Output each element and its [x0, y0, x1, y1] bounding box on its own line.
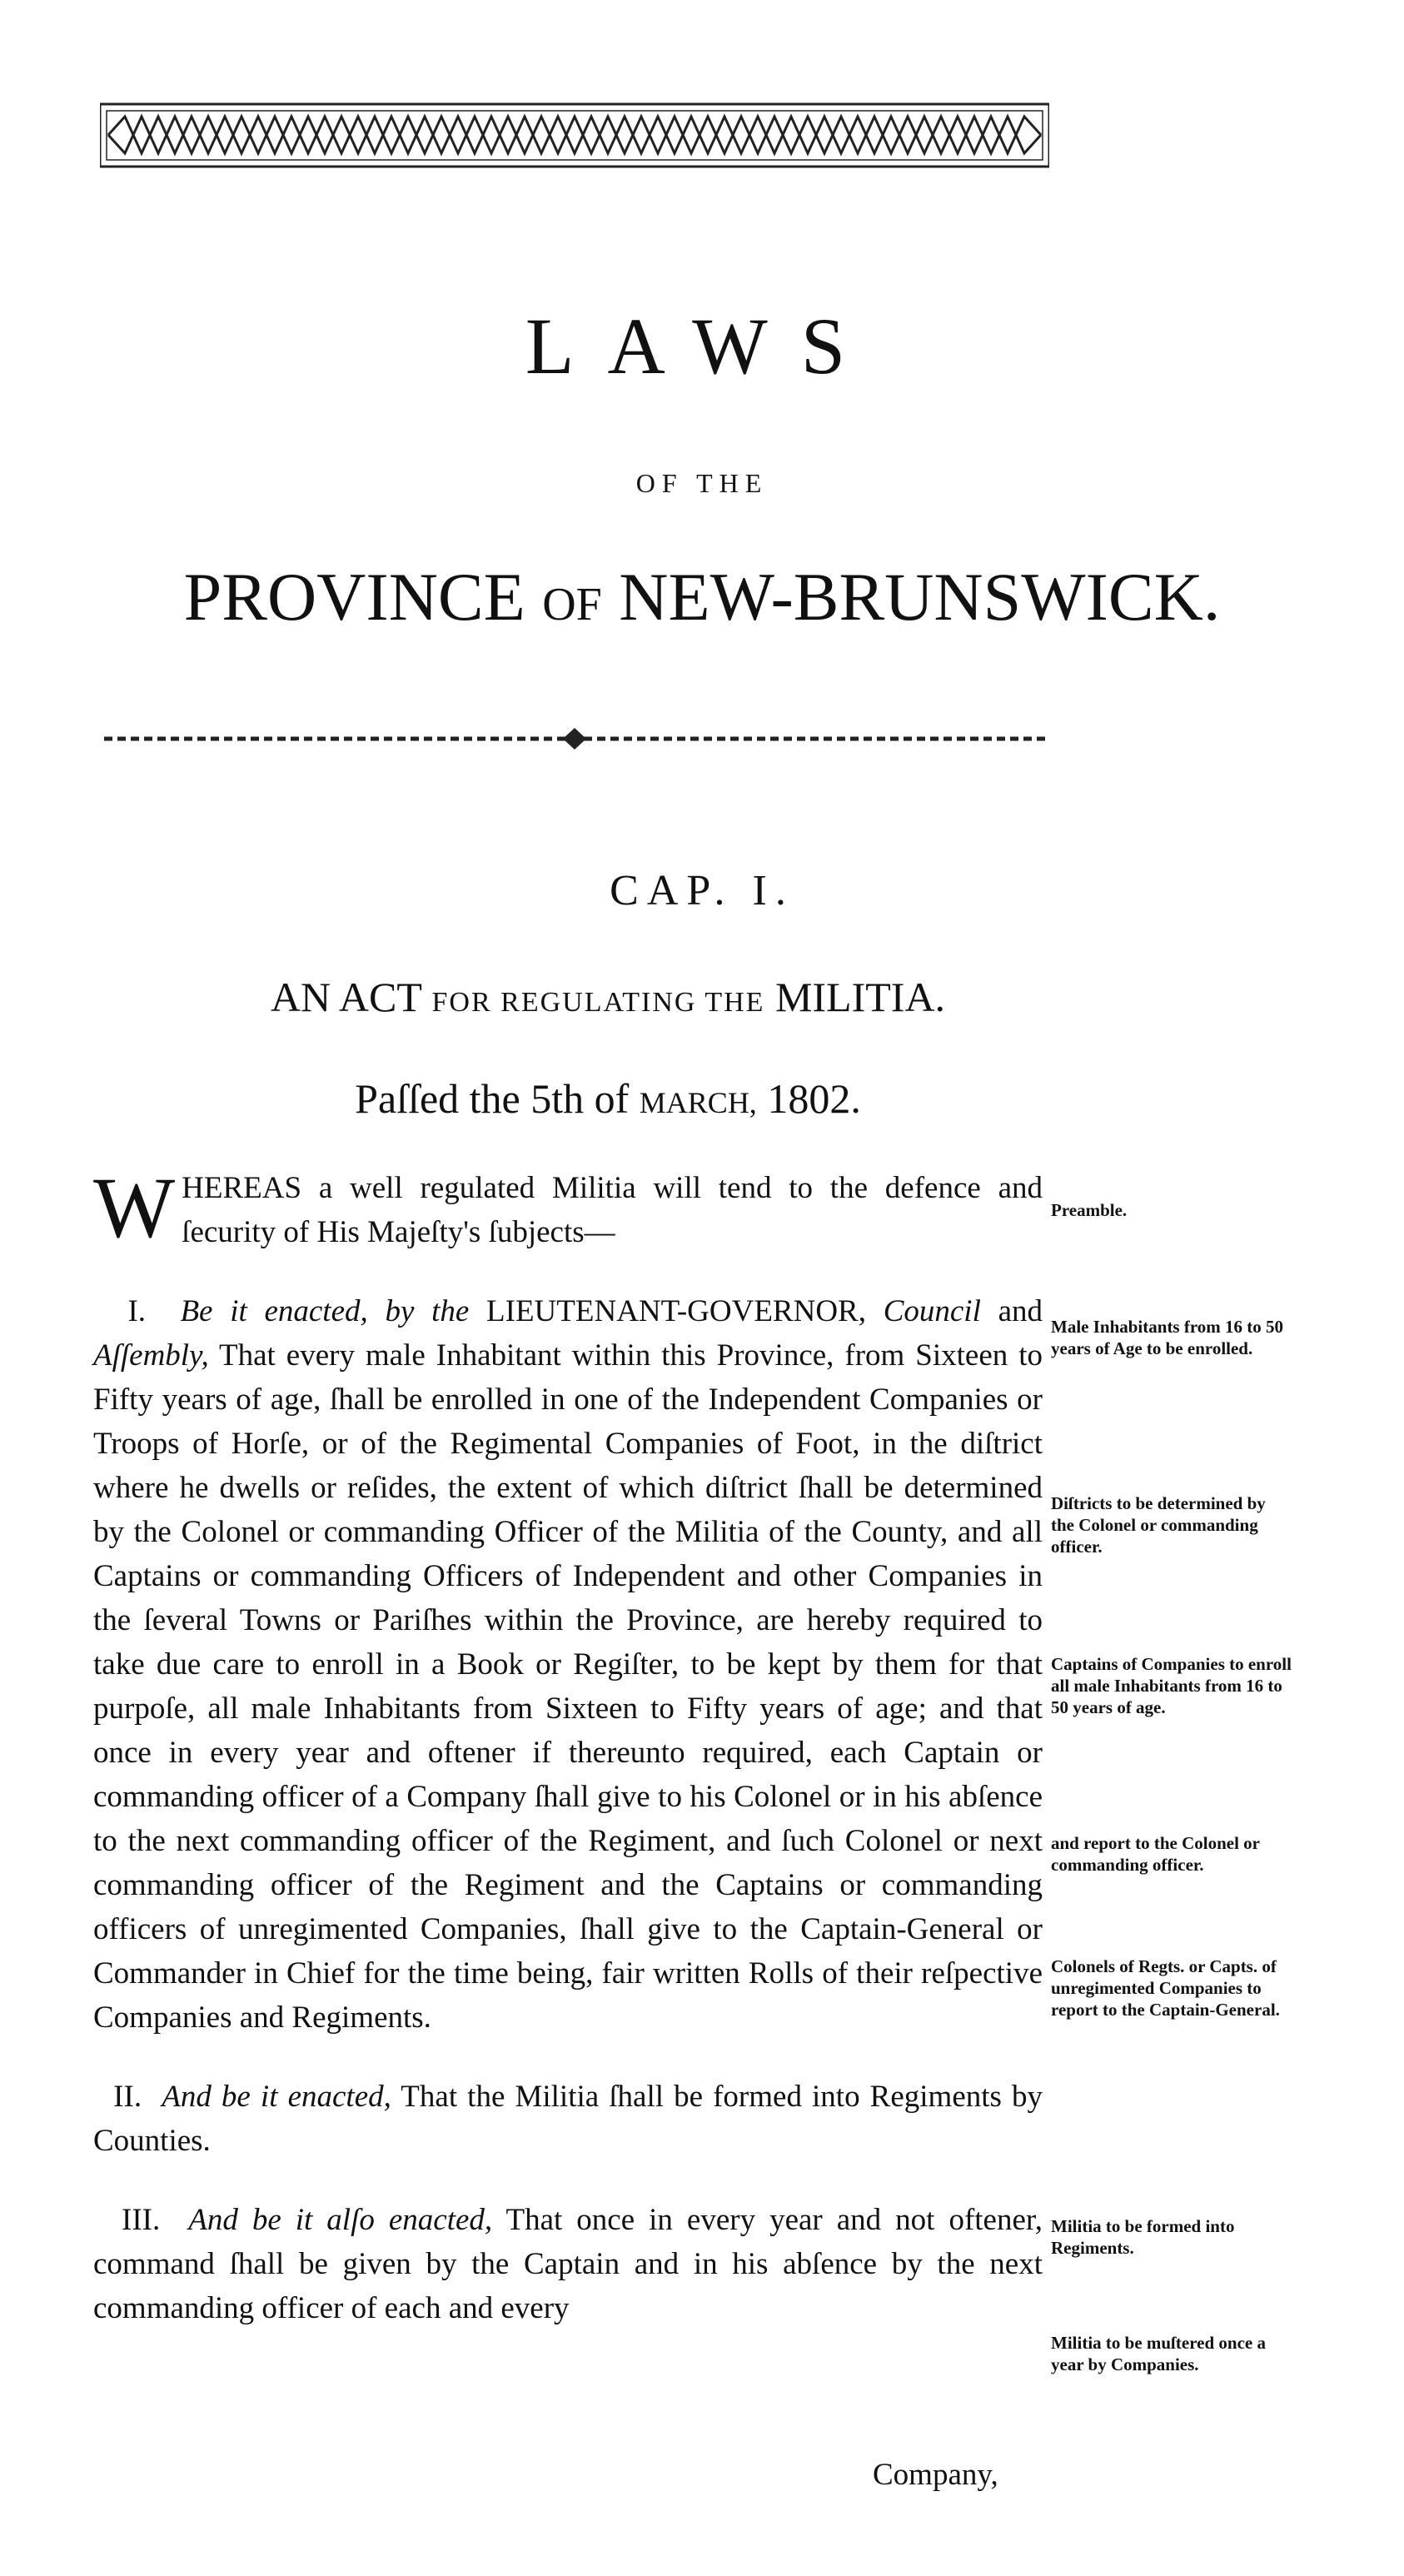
margin-note-preamble: Preamble.: [1051, 1200, 1128, 1220]
section-1-governor: LIEUTENANT-GOVERNOR,: [486, 1294, 866, 1328]
section-2: [93, 2075, 1043, 2163]
province-word: PROVINCE: [183, 559, 525, 635]
section-3-number: III.: [122, 2203, 161, 2237]
act-title-militia: MILITIA.: [774, 974, 946, 1020]
section-3: [93, 2198, 1043, 2330]
section-1-and: and: [998, 1294, 1043, 1328]
act-title: [0, 973, 1216, 1021]
margin-note-mustered: Militia to be muſtered once a year by Companies.: [1051, 2333, 1266, 2374]
section-1-text: That every male Inhabitant within this Province, from Sixteen to Fifty years of age, ſhall be enrolled in one of the Independent Companies or Troops of Horſe, or of the Regimental Companies of Foot, in the diſtrict where he dwells or reſides, the extent of which diſtrict ſhall be determined by the Colonel or commanding Officer of the Militia of the County, and all Captains or commanding Officers of Independent and other Companies in the ſeveral Towns or Pariſhes within the Province, are hereby required to take due care to enroll in a Book or Regiſter, to be kept by them for that purpoſe, all male Inhabitants from Sixteen to Fifty years of age; and that once in every year and oftener if thereunto required, each Captain or commanding officer of a Company ſhall give to his Colonel or in his abſence to the next commanding officer of the Regiment, and ſuch Colonel or next commanding officer of the Regiment and the Captains or commanding officers of unregimented Companies, ſhall give to the Captain-General or Commander in Chief for the time being, fair written Rolls of their reſpective Companies and Regiments.: [93, 1338, 1043, 2035]
of-word: OF: [542, 579, 602, 630]
top-ornament: [100, 96, 1049, 175]
section-1-enacting: Be it enacted, by the: [180, 1294, 470, 1328]
section-1: [93, 1289, 1043, 2040]
passed-prefix: Paſſed the 5th of: [355, 1075, 630, 1122]
section-3-text: That once in every year and not oftener, command ſhall be given by the Captain and in his abſence by the next commanding officer of each and every: [93, 2203, 1043, 2325]
preamble-text: HEREAS a well regulated Militia will tend to the defence and ſecurity of His Majeſty's ſubjects—: [182, 1171, 1043, 1249]
section-3-enacting: And be it alſo enacted,: [188, 2203, 493, 2237]
section-2-number: II.: [113, 2080, 142, 2114]
section-1-number: I.: [127, 1294, 147, 1328]
province-name: NEW-BRUNSWICK.: [619, 559, 1221, 635]
catchword: Company,: [873, 2458, 998, 2492]
chapter-heading: CAP. I.: [610, 867, 794, 914]
passed-month: MARCH,: [639, 1086, 757, 1119]
passed-date: [0, 1074, 1216, 1123]
act-title-act: ACT: [338, 974, 422, 1020]
title-connector: OF THE: [635, 468, 769, 498]
passed-year: 1802.: [767, 1075, 861, 1122]
act-body: [93, 1160, 1043, 2330]
section-2-text: That the Militia ſhall be formed into Regiments by Counties.: [93, 2080, 1043, 2158]
province-heading: [0, 558, 1404, 636]
margin-note-captains: Captains of Companies to enroll all male Inhabitants from 16 to 50 years of age.: [1051, 1654, 1292, 1717]
section-1-council: Council: [883, 1294, 981, 1328]
margin-note-report: and report to the Colonel or commanding officer.: [1051, 1833, 1260, 1875]
drop-cap: W: [93, 1160, 176, 1256]
act-title-mid: FOR REGULATING THE: [431, 987, 765, 1018]
margin-note-colonels: Colonels of Regts. or Capts. of unregimented Companies to report to the Captain-General.: [1051, 1956, 1280, 2020]
page-title: LAWS: [525, 301, 879, 391]
section-2-enacting: And be it enacted,: [162, 2080, 391, 2114]
margin-note-districts: Diſtricts to be determined by the Colonel or commanding officer.: [1051, 1493, 1266, 1557]
margin-note-male-inhabitants: Male Inhabitants from 16 to 50 years of Age to be enrolled.: [1051, 1317, 1284, 1358]
preamble-paragraph: [93, 1160, 1043, 1256]
margin-note-formed: Militia to be formed into Regiments.: [1051, 2216, 1235, 2258]
act-title-an: AN: [270, 974, 331, 1020]
section-1-assembly: Aſſembly,: [93, 1338, 209, 1373]
divider-rule: [100, 726, 1049, 751]
